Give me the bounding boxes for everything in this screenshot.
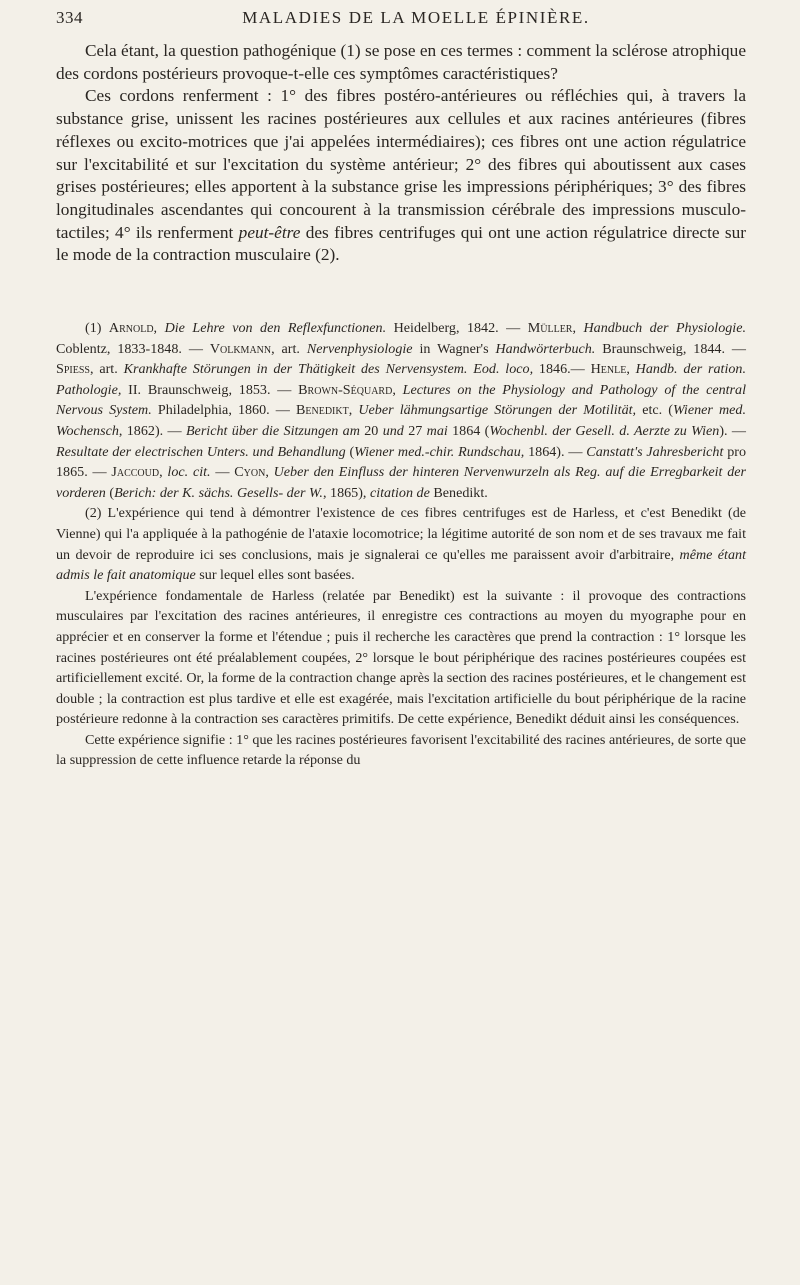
work-title: Die Lehre von den Reflexfunctionen. — [164, 320, 387, 336]
footnote-paragraph: L'expérience fondamentale de Harless (relatée par Benedikt) est la suivante : il provoque des contractions musculaires par l'excitation des racines antérieures, il enregistre ces contractions au moyen du myographe pour en apprécier et en conserver la forme et l'étendue ; puis il recherche les caractères que prend la contraction : 1° lorsque les racines postérieures ont été préalablement coupées, 2° lorsque le bout périphérique des racines postérieures coupées est artificiellement excité. Or, la forme de la contraction change après la section des racines postérieures, et le changement est double ; la contraction est plus tardive et elle est exagérée, mais l'excitation artificielle du bout périphérique de la racine postérieure redonne à la contraction ses caractères primitifs. De cette expérience, Benedikt déduit ainsi les conséquences. — [56, 587, 746, 728]
author-name: Arnold — [108, 320, 154, 336]
work-title: Ueber den Einfluss der hinteren Nervenwurzeln als Reg. auf die Erregbarkeit der vorderen — [56, 464, 746, 501]
footnote-number: (2) — [85, 505, 102, 522]
work-title: Lectures on the Physiology and Pathology of the central Nervous System. — [56, 381, 747, 419]
author-name: Jaccoud — [111, 464, 160, 481]
author-name: Henle — [590, 361, 627, 378]
paragraph: Ces cordons renferment : 1° des fibres postéro-antérieures ou réfléchies qui, à travers la substance grise, unissent les racines postérieures aux cellules et aux racines antérieures (fibres réflexes ou excito-motrices que j'ai appelées intermédiaires); ces fibres ont une action régulatrice sur l'excitabilité et sur l'excitation du système antérieur; 2° des fibres qui aboutissent aux cases grises postérieures; elles apportent à la substance grise les impressions périphériques; 3° des fibres longitudinales ascendantes qui concourent à la transmission cérébrale des impressions musculo-tactiles; 4° ils renferment peut-être des fibres centrifuges qui ont une action régulatrice directe sur le mode de la contraction musculaire (2). — [56, 86, 747, 265]
main-text — [56, 40, 746, 267]
footnote-paragraph: Cette expérience signifie : 1° que les racines postérieures favorisent l'excitabilité des racines antérieures, de sorte que la suppression de cette influence retarde la réponse du — [56, 731, 746, 769]
author-name: Cyon — [234, 464, 266, 481]
work-title: Handb. der ration. Pathologie, — [56, 361, 746, 398]
work-title: Handbuch der Physiologie. — [583, 320, 747, 336]
work-title: Canstatt's Jahresbericht — [586, 443, 724, 460]
footnote-number: (1) — [85, 320, 102, 336]
work-title: Resultate der electrischen Unters. und Behandlung — [56, 443, 346, 460]
work-title: Ueber lähmungsartige Störungen der Motilität, — [358, 402, 637, 419]
author-name: Müller — [527, 320, 573, 336]
work-title: Wiener med.-chir. Rundschau, — [354, 443, 525, 460]
work-title: Handwörterbuch. — [495, 340, 596, 357]
author-name: Spiess — [56, 361, 90, 378]
work-title: Wochenbl. der Gesell. d. Aerzte zu Wien — [489, 422, 720, 439]
work-title: Wiener med. Wochensch — [56, 402, 746, 439]
footnote-2: (2) L'expérience qui tend à démontrer l'existence de ces fibres centrifuges est de Harless, et c'est Benedikt (de Vienne) qui l'a appliquée à la pathogénie de l'ataxie locomotrice; la légitime autorité de son nom et de ses travaux me fait un devoir de reproduire ici ses conclusions, mais je signalerai ce qu'elles me paraissent avoir d'arbitraire, même étant admis le fait anatomique sur lequel elles sont basées. — [56, 505, 746, 584]
running-title: MALADIES DE LA MOELLE ÉPINIÈRE. — [242, 8, 590, 27]
work-title: Berich: der K. sächs. Gesells- der W. — [114, 484, 323, 501]
paragraph: Cela étant, la question pathogénique (1) se pose en ces termes : comment la sclérose atrophique des cordons postérieurs provoque-t-elle ces symptômes caractéristiques? — [56, 41, 746, 83]
work-title: Krankhafte Störungen in der Thätigkeit des Nervensystem. Eod. loco, — [123, 361, 534, 378]
page-number: 334 — [56, 8, 83, 27]
author-name: Brown-Séquard — [298, 381, 393, 398]
author-name: Benedikt — [295, 402, 349, 419]
footnotes — [56, 318, 746, 771]
page-header — [56, 8, 746, 34]
author-name: Volkmann — [209, 340, 272, 357]
work-title: Nervenphysiologie — [306, 340, 413, 357]
footnote-1: (1) Arnold, Die Lehre von den Reflexfunctionen. Heidelberg, 1842. — Müller, Handbuch der Physiologie. Coblentz, 1833-1848. — Volkmann, art. Nervenphysiologie in Wagner's Handwörterbuch. Braunschweig, 1844. — Spiess, art. Krankhafte Störungen in der Thätigkeit des Nervensystem. Eod. loco, 1846.— Henle, Handb. der ration. Pathologie, II. Braunschweig, 1853. — Brown-Séquard, Lectures on the Physiology and Pathology of the central Nervous System. Philadelphia, 1860. — Benedikt, Ueber lähmungsartige Störungen der Motilität, etc. (Wiener med. Wochensch, 1862). — Bericht über die Sitzungen am 20 und 27 mai 1864 (Wochenbl. der Gesell. d. Aerzte zu Wien). — Resultate der electrischen Unters. und Behandlung (Wiener med.-chir. Rundschau, 1864). — Canstatt's Jahresbericht pro 1865. — Jaccoud, loc. cit. — Cyon, Ueber den Einfluss der hinteren Nervenwurzeln als Reg. auf die Erregbarkeit der vorderen (Berich: der K. sächs. Gesells- der W., 1865), citation de Benedikt. — [56, 320, 747, 501]
work-title: Bericht über die Sitzungen am — [185, 422, 360, 439]
